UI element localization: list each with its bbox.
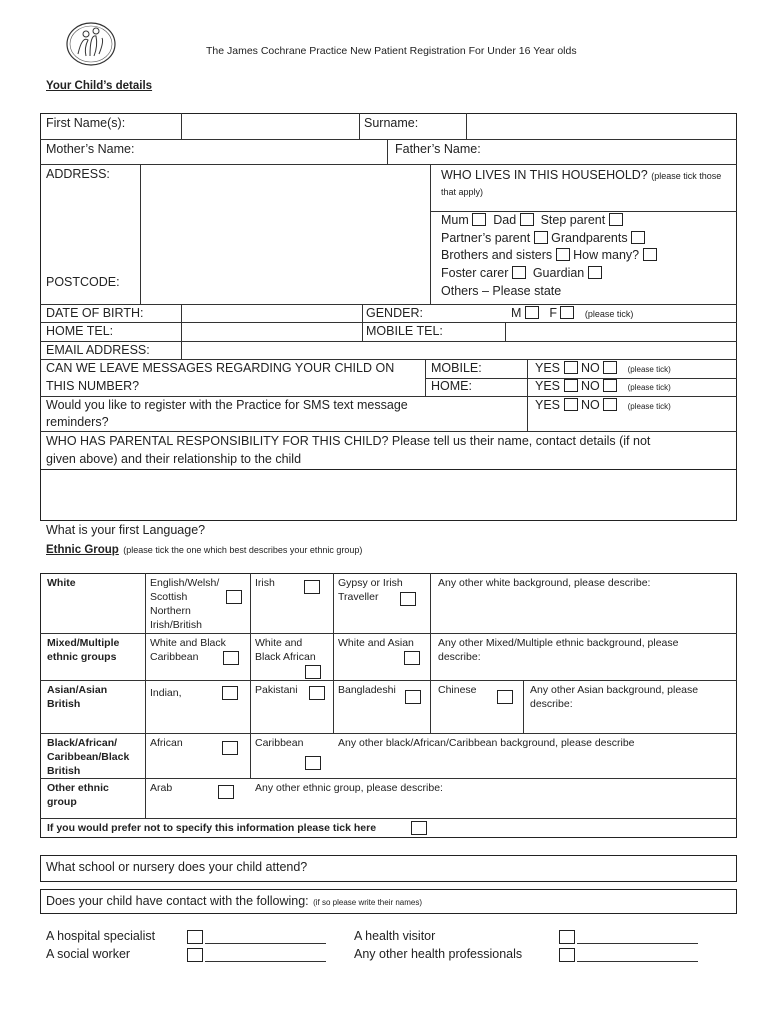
white-black-african-option <box>255 636 316 664</box>
grandparents-label: Grandparents <box>551 231 628 245</box>
indian-checkbox[interactable] <box>222 686 238 700</box>
white-english-text-3: Northern <box>150 605 191 617</box>
guardian-label: Guardian <box>532 266 585 280</box>
messages-mobile-label: MOBILE: <box>431 361 482 375</box>
home-no-label: NO <box>580 379 600 393</box>
partners-parent-label: Partner’s parent <box>441 231 531 245</box>
who-lives-heading <box>441 168 731 200</box>
how-many-box[interactable] <box>643 248 657 261</box>
father-name-label: Father’s Name: <box>395 142 481 156</box>
home-tel-field[interactable] <box>184 324 360 339</box>
household-line-2 <box>441 231 645 246</box>
hospital-checkbox[interactable] <box>187 930 203 944</box>
gypsy-checkbox[interactable] <box>400 592 416 606</box>
first-name-field[interactable] <box>184 116 356 136</box>
ethnic-asian-label <box>47 683 107 711</box>
other-black-label: Any other black/African/Caribbean background, please describe <box>338 737 635 749</box>
dad-label: Dad <box>493 213 517 227</box>
ethnic-black-label <box>47 736 129 778</box>
mobile-no-label: NO <box>580 361 600 375</box>
mum-label: Mum <box>441 213 469 227</box>
step-parent-label: Step parent <box>540 213 606 227</box>
white-english-option <box>150 576 219 632</box>
messages-home-label: HOME: <box>431 379 472 393</box>
gender-label: GENDER: <box>366 306 423 320</box>
mobile-no-checkbox[interactable] <box>603 361 617 374</box>
parental-responsibility-field[interactable] <box>40 469 737 521</box>
surname-label: Surname: <box>364 116 419 130</box>
home-no-checkbox[interactable] <box>603 379 617 392</box>
other-health-name-line[interactable] <box>577 961 698 962</box>
other-ethnic-text-1: Other ethnic <box>47 782 109 794</box>
caribbean-label: Caribbean <box>255 737 304 749</box>
pakistani-label: Pakistani <box>255 684 298 696</box>
pakistani-checkbox[interactable] <box>309 686 325 700</box>
other-asian-text-2: describe: <box>530 698 573 710</box>
how-many-label: How many? <box>573 248 640 262</box>
white-black-african-checkbox[interactable] <box>305 665 321 679</box>
address-field[interactable] <box>143 167 427 301</box>
white-black-caribbean-checkbox[interactable] <box>223 651 239 665</box>
first-name-label: First Name(s): <box>46 116 126 130</box>
sms-line-2: reminders? <box>46 415 109 429</box>
sms-yes-label: YES <box>535 398 561 412</box>
contact-question: Does your child have contact with the following: <box>46 894 309 908</box>
mobile-yes-label: YES <box>535 361 561 375</box>
prefer-not-checkbox[interactable] <box>411 821 427 835</box>
mixed-text-2: ethnic groups <box>47 651 117 663</box>
wba-text-2: Black African <box>255 651 316 663</box>
white-black-caribbean-option <box>150 636 226 664</box>
gypsy-text-2: Traveller <box>338 591 379 603</box>
african-checkbox[interactable] <box>222 741 238 755</box>
mixed-text-1: Mixed/Multiple <box>47 637 120 649</box>
gypsy-text-1: Gypsy or Irish <box>338 577 403 589</box>
who-lives-note: (please tick those that apply) <box>441 171 722 197</box>
form-title: The James Cochrane Practice New Patient Registration For Under 16 Year olds <box>206 45 577 57</box>
wbc-text-1: White and Black <box>150 637 226 649</box>
black-text-3: British <box>47 765 81 777</box>
other-mixed-text-1: Any other Mixed/Multiple ethnic background, please <box>438 637 679 649</box>
asian-text-1: Asian/Asian <box>47 684 108 696</box>
home-yes-checkbox[interactable] <box>564 379 578 392</box>
other-mixed-text-2: describe: <box>438 651 481 663</box>
gender-options <box>511 306 633 322</box>
leave-messages-line-1: CAN WE LEAVE MESSAGES REGARDING YOUR CHILD ON <box>46 361 395 375</box>
hospital-label: A hospital specialist <box>46 929 156 943</box>
white-english-checkbox[interactable] <box>226 590 242 604</box>
other-asian-text-1: Any other Asian background, please <box>530 684 699 696</box>
other-ethnic-text-2: group <box>47 796 77 808</box>
wbc-text-2: Caribbean <box>150 651 199 663</box>
guardian-checkbox[interactable] <box>588 266 602 279</box>
leave-messages-line-2: THIS NUMBER? <box>46 379 140 393</box>
other-health-label: Any other health professionals <box>354 947 523 961</box>
gypsy-option <box>338 576 403 604</box>
dob-label: DATE OF BIRTH: <box>46 306 144 320</box>
school-question: What school or nursery does your child attend? <box>46 860 308 874</box>
contact-note: (if so please write their names) <box>313 898 423 907</box>
prefer-not-label: If you would prefer not to specify this information please tick here <box>47 822 377 834</box>
household-line-1 <box>441 213 623 228</box>
sms-yes-checkbox[interactable] <box>564 398 578 411</box>
gender-m-checkbox[interactable] <box>525 306 539 319</box>
ethnic-white-label: White <box>47 577 76 589</box>
indian-label: Indian, <box>150 687 182 699</box>
social-worker-checkbox[interactable] <box>187 948 203 962</box>
health-visitor-label: A health visitor <box>354 929 436 943</box>
partners-parent-checkbox[interactable] <box>534 231 548 244</box>
bangladeshi-label: Bangladeshi <box>338 684 396 696</box>
parental-line-2: given above) and their relationship to the child <box>46 452 302 466</box>
foster-carer-checkbox[interactable] <box>512 266 526 279</box>
irish-checkbox[interactable] <box>304 580 320 594</box>
other-group-label: Any other ethnic group, please describe: <box>255 782 443 794</box>
white-asian-label: White and Asian <box>338 637 414 649</box>
grandparents-checkbox[interactable] <box>631 231 645 244</box>
brothers-sisters-checkbox[interactable] <box>556 248 570 261</box>
ethnic-group-heading: Ethnic Group <box>46 544 119 556</box>
mobile-tel-label: MOBILE TEL: <box>366 324 443 338</box>
postcode-label: POSTCODE: <box>46 275 120 289</box>
home-yes-no <box>535 379 671 395</box>
hospital-name-line[interactable] <box>205 943 326 944</box>
gender-f-label: F <box>549 306 557 320</box>
health-visitor-name-line[interactable] <box>577 943 698 944</box>
other-health-checkbox[interactable] <box>559 948 575 962</box>
mobile-tel-field[interactable] <box>508 324 734 339</box>
sms-line-1: Would you like to register with the Practice for SMS text message <box>46 398 408 412</box>
step-parent-checkbox[interactable] <box>609 213 623 226</box>
sms-no-checkbox[interactable] <box>603 398 617 411</box>
mobile-yes-checkbox[interactable] <box>564 361 578 374</box>
chinese-checkbox[interactable] <box>497 690 513 704</box>
sms-no-label: NO <box>580 398 600 412</box>
email-field[interactable] <box>184 343 734 358</box>
sms-yes-no <box>535 398 671 414</box>
white-english-text-1: English/Welsh/ <box>150 577 220 589</box>
white-english-text-4: Irish/British <box>150 619 202 631</box>
mobile-yes-no <box>535 361 671 377</box>
home-tel-label: HOME TEL: <box>46 324 114 338</box>
parental-line-1: WHO HAS PARENTAL RESPONSIBILITY FOR THIS CHILD? Please tell us their name, contact details (if not <box>46 434 651 448</box>
other-asian-option <box>530 683 698 711</box>
dad-checkbox[interactable] <box>520 213 534 226</box>
ethnic-group-heading-row <box>46 541 362 558</box>
home-yes-label: YES <box>535 379 561 393</box>
brothers-sisters-label: Brothers and sisters <box>441 248 553 262</box>
other-white-label: Any other white background, please describe: <box>438 577 651 589</box>
dob-field[interactable] <box>184 306 360 321</box>
gender-please-tick: (please tick) <box>584 309 634 319</box>
sms-please-tick: (please tick) <box>627 402 671 411</box>
gender-m-label: M <box>511 306 522 320</box>
mum-checkbox[interactable] <box>472 213 486 226</box>
practice-logo <box>64 20 118 68</box>
first-language-question: What is your first Language? <box>46 523 206 537</box>
caribbean-checkbox[interactable] <box>305 756 321 770</box>
address-label: ADDRESS: <box>46 167 110 181</box>
contact-question-row <box>46 893 422 910</box>
chinese-label: Chinese <box>438 684 477 696</box>
section-heading: Your Child’s details <box>46 80 153 92</box>
asian-text-2: British <box>47 698 81 710</box>
african-label: African <box>150 737 183 749</box>
black-text-2: Caribbean/Black <box>47 751 130 763</box>
who-lives-label: WHO LIVES IN THIS HOUSEHOLD? <box>441 168 648 182</box>
others-label: Others – Please state <box>441 284 562 298</box>
foster-carer-label: Foster carer <box>441 266 509 280</box>
social-worker-name-line[interactable] <box>205 961 326 962</box>
irish-label: Irish <box>255 577 275 589</box>
other-mixed-option <box>438 636 678 664</box>
white-asian-checkbox[interactable] <box>404 651 420 665</box>
household-line-4 <box>441 266 602 281</box>
social-worker-label: A social worker <box>46 947 131 961</box>
black-text-1: Black/African/ <box>47 737 118 749</box>
wba-text-1: White and <box>255 637 303 649</box>
ethnic-other-label <box>47 781 109 809</box>
email-label: EMAIL ADDRESS: <box>46 343 150 357</box>
health-visitor-checkbox[interactable] <box>559 930 575 944</box>
home-please-tick: (please tick) <box>627 383 671 392</box>
household-line-3 <box>441 248 657 263</box>
ethnic-mixed-label <box>47 636 119 664</box>
mother-name-label: Mother’s Name: <box>46 142 135 156</box>
gender-f-checkbox[interactable] <box>560 306 574 319</box>
white-english-text-2: Scottish <box>150 591 188 603</box>
ethnic-group-note: (please tick the one which best describes your ethnic group) <box>123 545 363 555</box>
arab-checkbox[interactable] <box>218 785 234 799</box>
bangladeshi-checkbox[interactable] <box>405 690 421 704</box>
mobile-please-tick: (please tick) <box>627 365 671 374</box>
arab-label: Arab <box>150 782 173 794</box>
surname-field[interactable] <box>469 116 734 136</box>
